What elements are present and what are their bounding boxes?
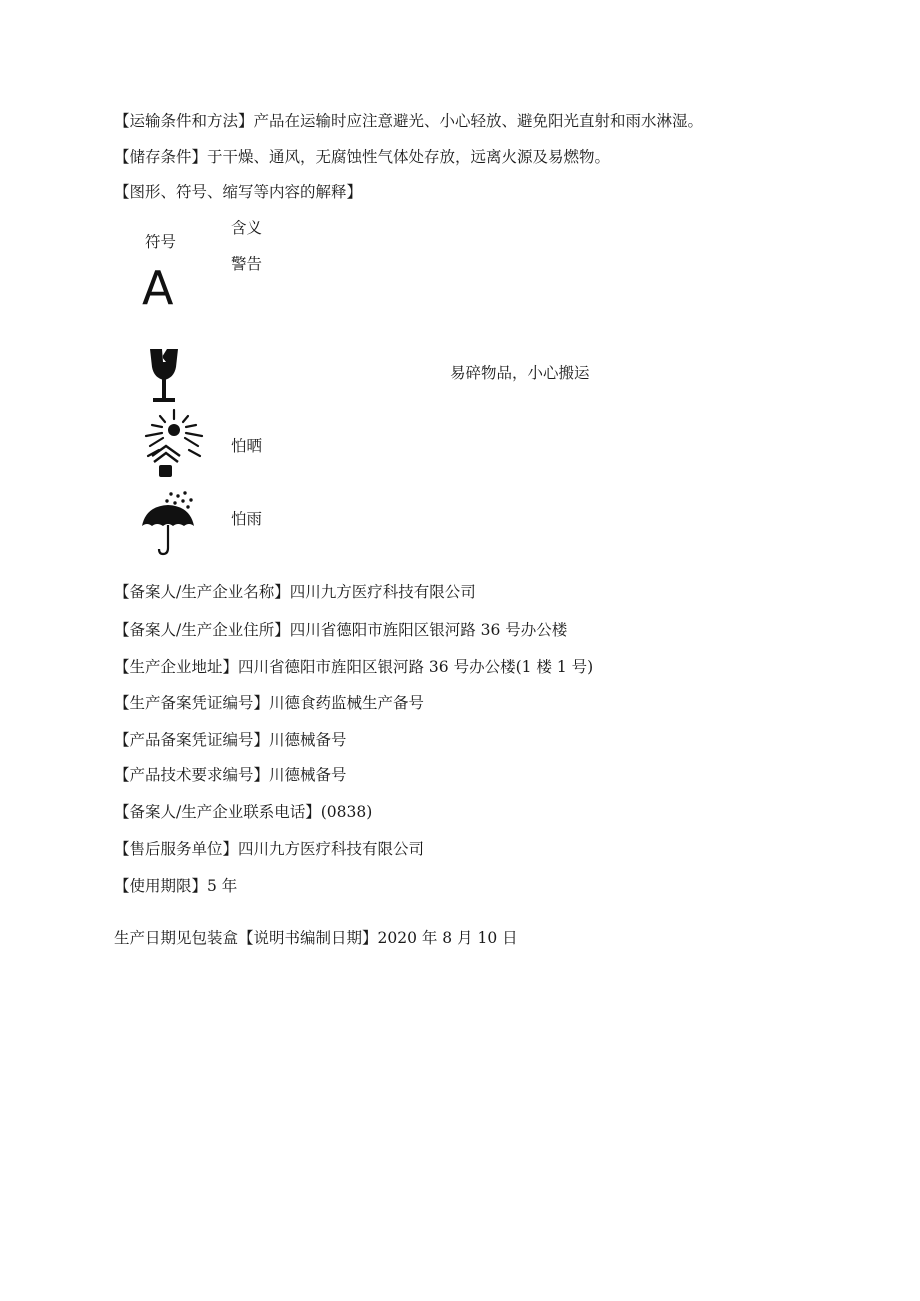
warning-symbol: A [142, 261, 174, 315]
fragile-meaning: 易碎物品，小心搬运 [450, 364, 590, 382]
after-sales-service: 【售后服务单位】四川九方医疗科技有限公司 [114, 840, 425, 858]
production-filing-number: 【生产备案凭证编号】川德食药监械生产备号 [114, 694, 425, 712]
contact-phone: 【备案人/生产企业联系电话】(0838) [114, 803, 373, 821]
product-filing-number: 【产品备案凭证编号】川德械备号 [114, 731, 347, 749]
service-life: 【使用期限】5 年 [114, 877, 238, 895]
technical-requirements-number: 【产品技术要求编号】川德械备号 [114, 766, 347, 784]
filer-manufacturer-name: 【备案人/生产企业名称】四川九方医疗科技有限公司 [114, 583, 476, 601]
keep-away-from-sunlight-icon [138, 408, 210, 480]
meaning-column-header: 含义 [231, 219, 263, 237]
keep-dry-umbrella-icon [140, 490, 198, 556]
warning-meaning: 警告 [231, 255, 263, 273]
transport-conditions: 【运输条件和方法】产品在运输时应注意避光、小心轻放、避免阳光直射和雨水淋湿。 [114, 112, 704, 130]
filer-manufacturer-residence: 【备案人/生产企业住所】四川省德阳市旌阳区银河路 36 号办公楼 [114, 621, 568, 639]
fragile-glass-icon [146, 347, 182, 405]
sunlight-meaning: 怕晒 [231, 437, 263, 455]
manual-date-line: 生产日期见包装盒【说明书编制日期】2020 年 8 月 10 日 [114, 929, 518, 947]
manufacturing-address: 【生产企业地址】四川省德阳市旌阳区银河路 36 号办公楼(1 楼 1 号) [114, 658, 594, 676]
symbols-heading: 【图形、符号、缩写等内容的解释】 [114, 183, 363, 201]
storage-conditions: 【储存条件】于干燥、通风，无腐蚀性气体处存放，远离火源及易燃物。 [114, 148, 611, 166]
rain-meaning: 怕雨 [231, 510, 263, 528]
symbol-column-header: 符号 [145, 233, 177, 251]
